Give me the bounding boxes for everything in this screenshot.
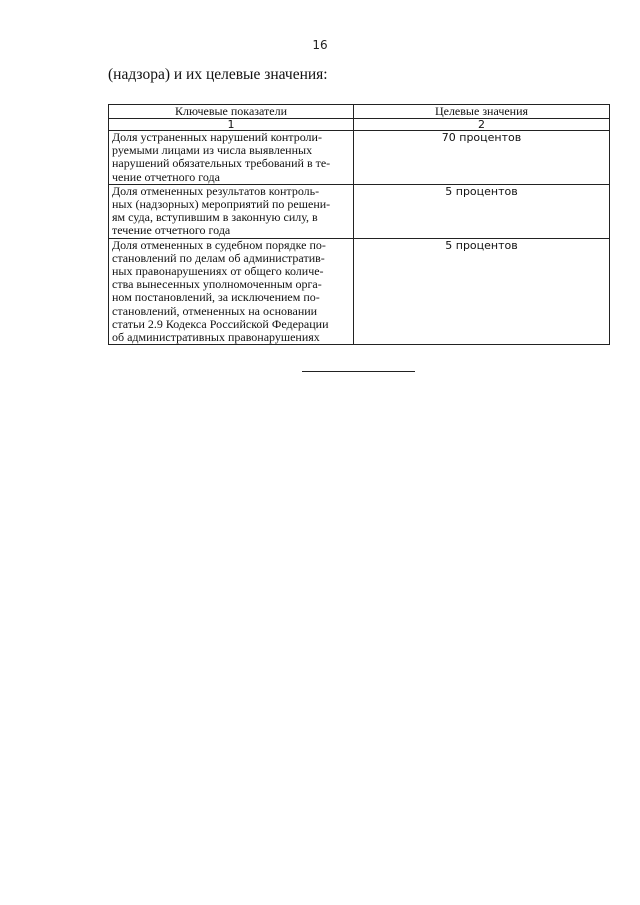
indicator-line: об административных правонарушениях (112, 330, 320, 345)
indicator-cell (109, 131, 354, 185)
table-row (109, 238, 610, 345)
column-number-row (109, 119, 610, 131)
column-number-2: 2 (354, 119, 610, 131)
page-number: 16 (312, 38, 328, 52)
indicator-line: ных правонарушениях от общего количе- (112, 264, 324, 279)
indicator-line: руемыми лицами из числа выявленных (112, 143, 313, 158)
indicator-line: становлений, отмененных на основании (112, 303, 318, 318)
target-value-cell: 70 процентов (354, 131, 610, 185)
indicator-line: ства вынесенных уполномоченным орга- (112, 277, 322, 292)
indicator-line: Доля устраненных нарушений контроли- (112, 130, 322, 144)
indicator-cell (109, 184, 354, 238)
indicator-line: Доля отмененных в судебном порядке по- (112, 237, 326, 252)
indicator-line: становлений по делам об административ- (112, 250, 325, 265)
target-value-cell: 5 процентов (354, 184, 610, 238)
indicator-cell (109, 238, 354, 345)
end-separator-line (302, 371, 415, 372)
header-key-indicators: Ключевые показатели (109, 105, 354, 119)
indicator-line: нарушений обязательных требований в те- (112, 156, 331, 171)
column-number-1: 1 (109, 119, 354, 131)
indicator-line: ям суда, вступившим в законную силу, в (112, 210, 318, 225)
indicator-line: чение отчетного года (112, 169, 220, 184)
table-row (109, 131, 610, 185)
indicator-line: течение отчетного года (112, 223, 231, 238)
indicator-line: статьи 2.9 Кодекса Российской Федерации (112, 316, 329, 331)
indicator-line: Доля отмененных результатов контроль- (112, 183, 320, 198)
table-row (109, 184, 610, 238)
indicator-line: ном постановлений, за исключением по- (112, 290, 320, 305)
indicator-line: ных (надзорных) мероприятий по решени- (112, 197, 331, 212)
intro-text: (надзора) и их целевые значения: (108, 66, 328, 83)
header-target-values: Целевые значения (354, 105, 610, 119)
table-header-row (109, 105, 610, 119)
key-indicators-table (108, 104, 610, 345)
target-value-cell: 5 процентов (354, 238, 610, 345)
